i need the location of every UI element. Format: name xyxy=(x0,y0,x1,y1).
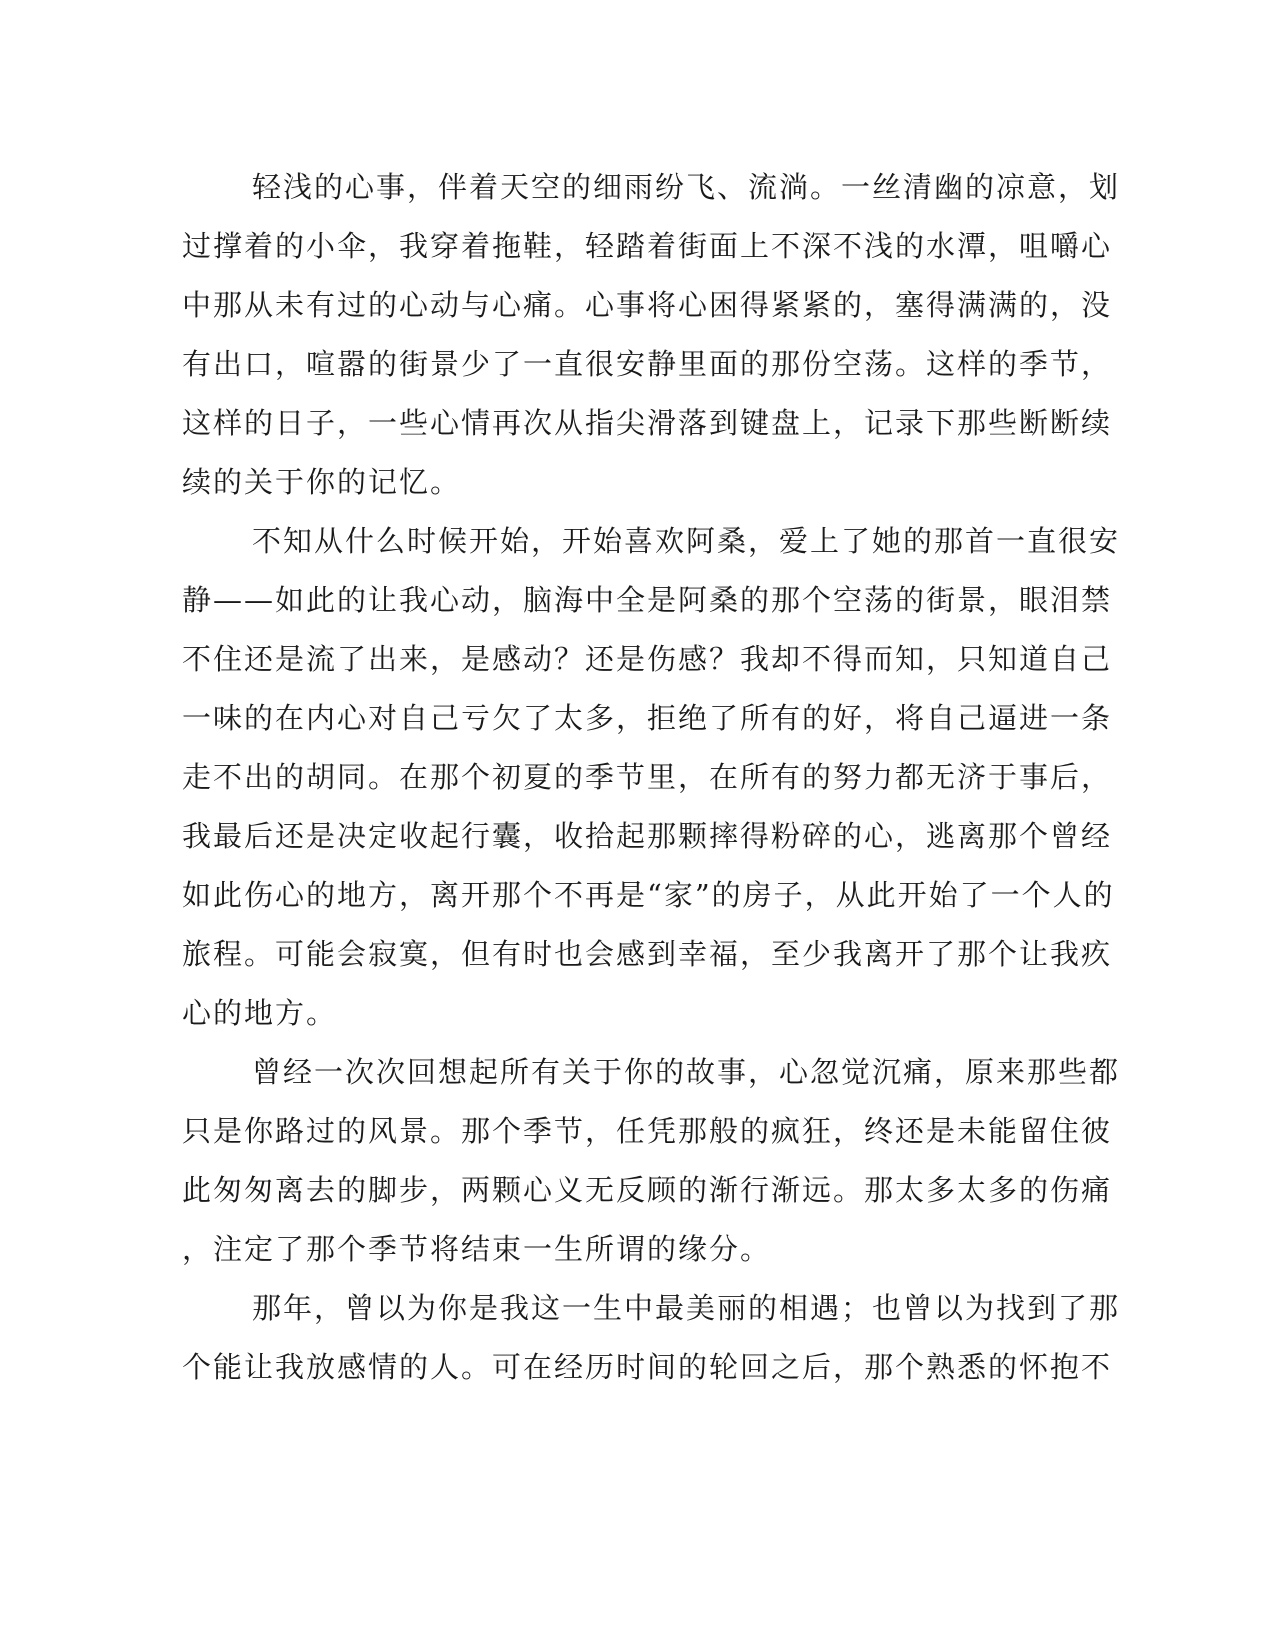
paragraph-2-line-6: 我最后还是决定收起行囊，收拾起那颗摔得粉碎的心，逃离那个曾经 xyxy=(182,819,1113,853)
paragraph-1-line-3: 中那从未有过的心动与心痛。心事将心困得紧紧的，塞得满满的，没 xyxy=(182,288,1113,322)
paragraph-1-line-2: 过撑着的小伞，我穿着拖鞋，轻踏着街面上不深不浅的水潭，咀嚼心 xyxy=(182,229,1113,263)
paragraph-2-line-3: 不住还是流了出来，是感动？还是伤感？我却不得而知，只知道自己 xyxy=(182,642,1113,676)
paragraph-3-line-3: 此匆匆离去的脚步，两颗心义无反顾的渐行渐远。那太多太多的伤痛 xyxy=(182,1173,1113,1207)
paragraph-1-line-5: 这样的日子，一些心情再次从指尖滑落到键盘上，记录下那些断断续 xyxy=(182,406,1113,440)
paragraph-3-line-2: 只是你路过的风景。那个季节，任凭那般的疯狂，终还是未能留住彼 xyxy=(182,1114,1113,1148)
paragraph-2-line-8: 旅程。可能会寂寞，但有时也会感到幸福，至少我离开了那个让我疚 xyxy=(182,937,1113,971)
paragraph-2-line-2: 静——如此的让我心动，脑海中全是阿桑的那个空荡的街景，眼泪禁 xyxy=(182,583,1113,617)
paragraph-4-line-1: 那年，曾以为你是我这一生中最美丽的相遇；也曾以为找到了那 xyxy=(252,1291,1121,1325)
paragraph-2-line-9: 心的地方。 xyxy=(182,996,338,1030)
paragraph-1-line-6: 续的关于你的记忆。 xyxy=(182,465,462,499)
paragraph-2-line-7: 如此伤心的地方，离开那个不再是“家”的房子，从此开始了一个人的 xyxy=(182,878,1115,912)
paragraph-2-line-5: 走不出的胡同。在那个初夏的季节里，在所有的努力都无济于事后， xyxy=(182,760,1113,794)
paragraph-4-line-2: 个能让我放感情的人。可在经历时间的轮回之后，那个熟悉的怀抱不 xyxy=(182,1350,1113,1384)
paragraph-1-line-4: 有出口，喧嚣的街景少了一直很安静里面的那份空荡。这样的季节， xyxy=(182,347,1113,381)
paragraph-1-line-1: 轻浅的心事，伴着天空的细雨纷飞、流淌。一丝清幽的凉意，划 xyxy=(252,170,1121,204)
paragraph-2-line-1: 不知从什么时候开始，开始喜欢阿桑，爱上了她的那首一直很安 xyxy=(252,524,1121,558)
paragraph-2-line-4: 一味的在内心对自己亏欠了太多，拒绝了所有的好，将自己逼进一条 xyxy=(182,701,1113,735)
paragraph-3-line-4: ，注定了那个季节将结束一生所谓的缘分。 xyxy=(182,1232,772,1266)
body-text xyxy=(182,158,1121,1397)
paragraph-3-line-1: 曾经一次次回想起所有关于你的故事，心忽觉沉痛，原来那些都 xyxy=(252,1055,1121,1089)
